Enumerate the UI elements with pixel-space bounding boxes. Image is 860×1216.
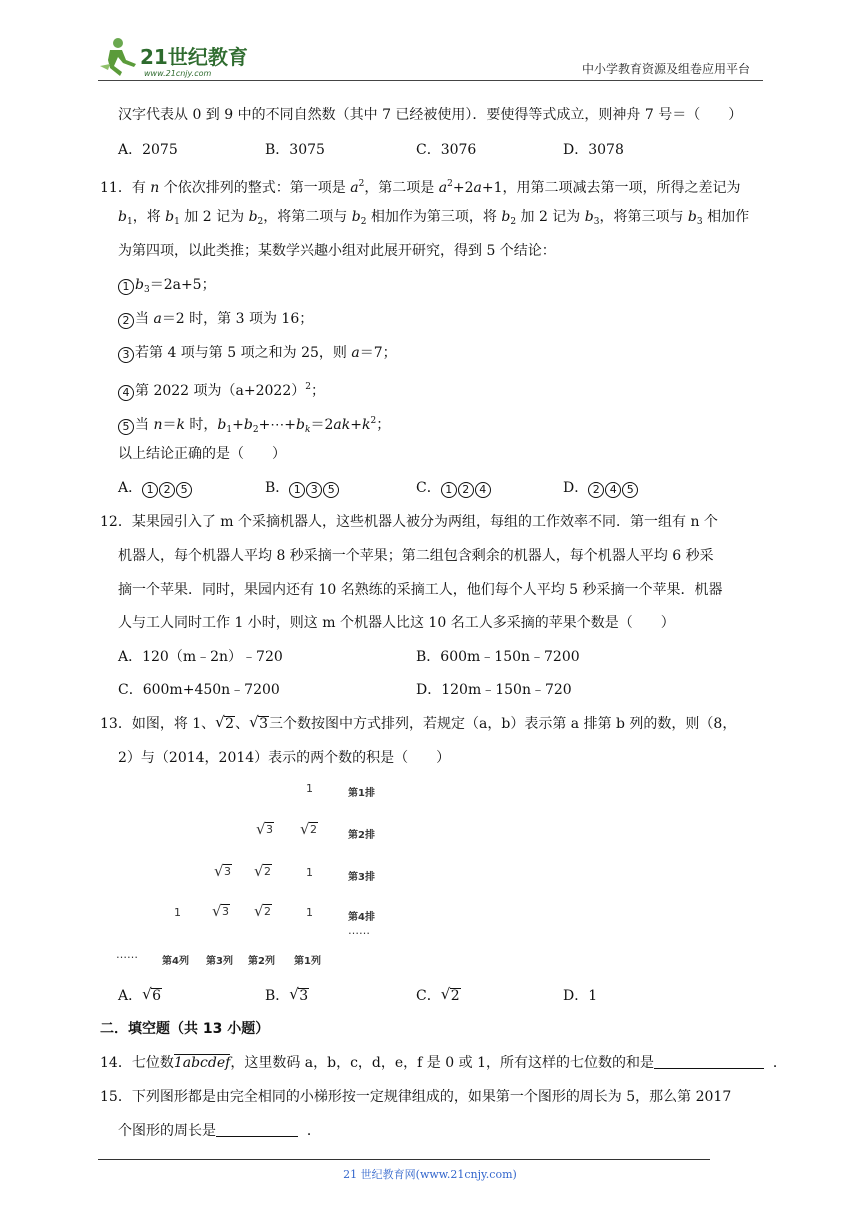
q11-conclusion-2: 2 当 a＝2 时，第 3 项为 16； — [118, 309, 313, 329]
fig-r1c1: 1 — [306, 782, 313, 795]
q15-answer-blank[interactable] — [216, 1136, 298, 1137]
header-divider — [98, 80, 763, 81]
q12-option-a: A．120（m﹣2n）﹣720 — [118, 649, 283, 665]
svg-text:www.21cnjy.com: www.21cnjy.com — [144, 69, 212, 78]
fig-row-1: 第1排 — [348, 788, 375, 799]
q13-option-a: A． √ 6 — [118, 985, 162, 1004]
q11-option-c: C． 1 2 4 — [416, 478, 492, 498]
fig-r4c4: 1 — [174, 906, 181, 919]
q11-option-a: A． 1 2 5 — [118, 478, 193, 498]
q11-line1: 11．有 n 个依次排列的整式：第一项是 $a^2$，第二项是 $a^2+2a+1$，用第二项减去第一项，所得之差记为 — [100, 179, 741, 196]
q12-line4: 人与工人同时工作 1 小时，则这 m 个机器人比这 10 名工人多采摘的苹果个数是（ ） — [118, 615, 675, 631]
q14-line: 14．七位数1abcdef，这里数码 a，b，c，d，e，f 是 0 或 1，所有这样的七位数的和是 ． — [100, 1055, 787, 1071]
platform-label: 中小学教育资源及组卷应用平台 — [581, 62, 750, 76]
q10-option-a: A．2075 — [118, 142, 178, 158]
fig-r4c2: √ 2 — [254, 902, 271, 920]
q13-option-d: D．1 — [563, 988, 598, 1004]
q11-option-b: B． 1 3 5 — [265, 478, 340, 498]
q13-line2: 2）与（2014，2014）表示的两个数的积是（ ） — [118, 750, 451, 766]
fig-col-4: 第4列 — [162, 956, 189, 967]
q11-conclusion-5: 5 当 n＝k 时，$b_1+b_2+\cdots+b_k=2ak+k^2$； — [118, 411, 390, 440]
q13-line1: 13．如图，将 1、 √ 2、 √ 3三个数按图中方式排列，若规定（a，b）表示第 a 排第 b 列的数，则（8， — [100, 713, 737, 732]
q10-option-b: B．3075 — [265, 142, 325, 158]
q15-line2: 个图形的周长是 ． — [118, 1123, 321, 1139]
q13-option-c: C． √ 2 — [416, 985, 460, 1004]
fig-r4c3: √ 3 — [212, 902, 229, 920]
q14-answer-blank[interactable] — [654, 1068, 764, 1069]
q12-line1: 12．某果园引入了 m 个采摘机器人，这些机器人被分为两组，每组的工作效率不同．第一组有 n 个 — [100, 514, 718, 530]
q12-line3: 摘一个苹果．同时，果园内还有 10 名熟练的采摘工人，他们每个人平均 5 秒采摘一个苹果．机器 — [118, 582, 723, 598]
fig-r3c3: √ 3 — [214, 862, 231, 880]
footer-text: 21 世纪教育网(www.21cnjy.com) — [343, 1168, 517, 1181]
fig-r3c2: √ 2 — [254, 862, 271, 880]
q12-option-c: C．600m+450n﹣7200 — [118, 682, 280, 698]
fig-r3c1: 1 — [306, 866, 313, 879]
q15-line1: 15．下列图形都是由完全相同的小梯形按一定规律组成的，如果第一个图形的周长为 5，那么第 2017 — [100, 1089, 732, 1105]
q10-text: 汉字代表从 0 到 9 中的不同自然数（其中 7 已经被使用）．要使得等式成立，则神舟 7 号＝（ ） — [118, 107, 743, 123]
q11-option-d: D． 2 4 5 — [563, 478, 639, 498]
q13-figure — [116, 776, 386, 972]
fig-dots-down: …… — [348, 924, 370, 937]
fig-col-2: 第2列 — [248, 956, 275, 967]
q11-ask: 以上结论正确的是（ ） — [118, 446, 286, 462]
q10-option-c: C．3076 — [416, 142, 477, 158]
fig-dots-left: …… — [116, 948, 138, 961]
logo — [96, 36, 266, 80]
fig-row-2: 第2排 — [348, 830, 375, 841]
q11-conclusion-4: 4 第 2022 项为$(a+2022)^2$； — [118, 377, 325, 401]
q13-option-b: B． √ 3 — [265, 985, 309, 1004]
fig-row-3: 第3排 — [348, 872, 375, 883]
fig-row-4: 第4排 — [348, 912, 375, 923]
q12-option-b: B．600m﹣150n﹣7200 — [416, 649, 580, 665]
svg-text:21世纪教育: 21世纪教育 — [140, 45, 248, 69]
fig-col-1: 第1列 — [294, 956, 321, 967]
fig-r2c1: √ 2 — [300, 820, 317, 838]
q11-line2: $b_1$，将 $b_1$ 加 2 记为 $b_2$，将第二项与 $b_2$ 相加作为第三项，将 $b_2$ 加 2 记为 $b_3$，将第三项与 $b_3$ 相加作 — [118, 209, 750, 227]
q12-option-d: D．120m﹣150n﹣720 — [416, 682, 572, 698]
q11-conclusion-3: 3 若第 4 项与第 5 项之和为 25，则 a＝7； — [118, 343, 397, 363]
q12-line2: 机器人，每个机器人平均 8 秒采摘一个苹果；第二组包含剩余的机器人，每个机器人平均 6 秒采 — [118, 548, 714, 564]
runner-icon — [100, 38, 136, 76]
q10-option-d: D．3078 — [563, 142, 624, 158]
q11-line3: 为第四项，以此类推；某数学兴趣小组对此展开研究，得到 5 个结论： — [118, 243, 556, 259]
q11-conclusion-1: 1 $b_3=2a+5$； — [118, 275, 216, 300]
footer-divider — [98, 1159, 710, 1160]
fig-r4c1: 1 — [306, 906, 313, 919]
fig-col-3: 第3列 — [206, 956, 233, 967]
fig-r2c2: √ 3 — [256, 820, 273, 838]
section-heading: 二．填空题（共 13 小题） — [100, 1021, 270, 1037]
